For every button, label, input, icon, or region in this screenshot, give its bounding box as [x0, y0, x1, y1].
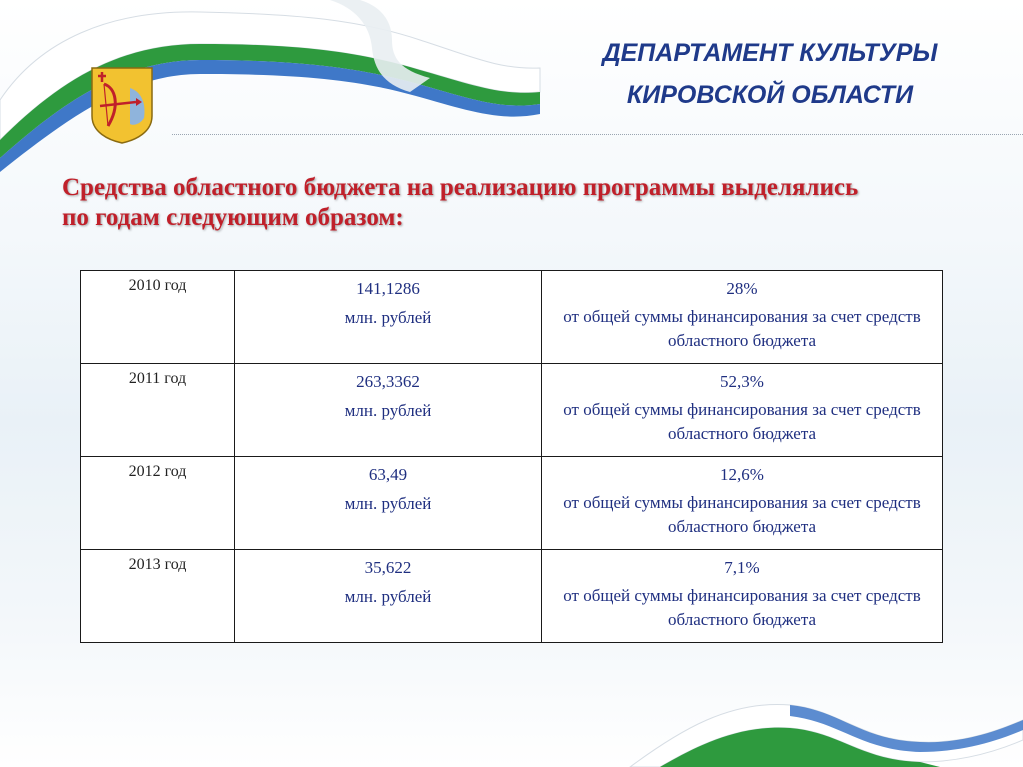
table-row — [81, 271, 943, 364]
amount-value: 35,622 — [364, 558, 412, 577]
share-note: от общей суммы финансирования за счет средств областного бюджета — [563, 586, 921, 629]
share-note: от общей суммы финансирования за счет средств областного бюджета — [563, 400, 921, 443]
share-percent: 52,3% — [720, 372, 764, 391]
share-cell — [542, 550, 943, 643]
year-label: 2011 год — [128, 370, 187, 387]
table-row — [81, 364, 943, 457]
share-cell — [542, 271, 943, 364]
year-cell — [81, 271, 235, 364]
amount-unit: млн. рублей — [344, 401, 432, 420]
share-note: от общей суммы финансирования за счет средств областного бюджета — [563, 493, 921, 536]
amount-cell — [235, 364, 542, 457]
coat-of-arms-icon — [90, 66, 154, 144]
year-cell — [81, 550, 235, 643]
slide-heading-line2: по годам следующим образом: — [62, 204, 404, 231]
amount-unit: млн. рублей — [344, 308, 432, 327]
bottom-ribbon — [630, 704, 1023, 767]
budget-table — [80, 270, 943, 643]
amount-cell — [235, 271, 542, 364]
share-percent: 7,1% — [724, 558, 760, 577]
top-ribbon — [0, 0, 540, 172]
share-cell — [542, 364, 943, 457]
amount-unit: млн. рублей — [344, 587, 432, 606]
table-row — [81, 550, 943, 643]
share-cell — [542, 457, 943, 550]
share-note: от общей суммы финансирования за счет средств областного бюджета — [563, 307, 921, 350]
slide-heading — [62, 173, 1002, 233]
share-percent: 12,6% — [720, 465, 764, 484]
amount-value: 141,1286 — [356, 279, 420, 298]
amount-cell — [235, 457, 542, 550]
amount-cell — [235, 550, 542, 643]
amount-value: 63,49 — [368, 465, 408, 484]
slide-heading-line1: Средства областного бюджета на реализацию программы выделялись — [62, 174, 859, 201]
amount-value: 263,3362 — [356, 372, 420, 391]
table-row — [81, 457, 943, 550]
department-title — [520, 32, 1020, 116]
year-cell — [81, 364, 235, 457]
share-percent: 28% — [726, 279, 758, 298]
year-label: 2013 год — [128, 556, 187, 573]
amount-unit: млн. рублей — [344, 494, 432, 513]
year-label: 2010 год — [128, 277, 187, 294]
department-title-line1: ДЕПАРТАМЕНТ КУЛЬТУРЫ — [602, 39, 938, 67]
department-title-line2: КИРОВСКОЙ ОБЛАСТИ — [626, 81, 914, 109]
header-divider — [172, 134, 1023, 135]
year-label: 2012 год — [128, 463, 187, 480]
year-cell — [81, 457, 235, 550]
